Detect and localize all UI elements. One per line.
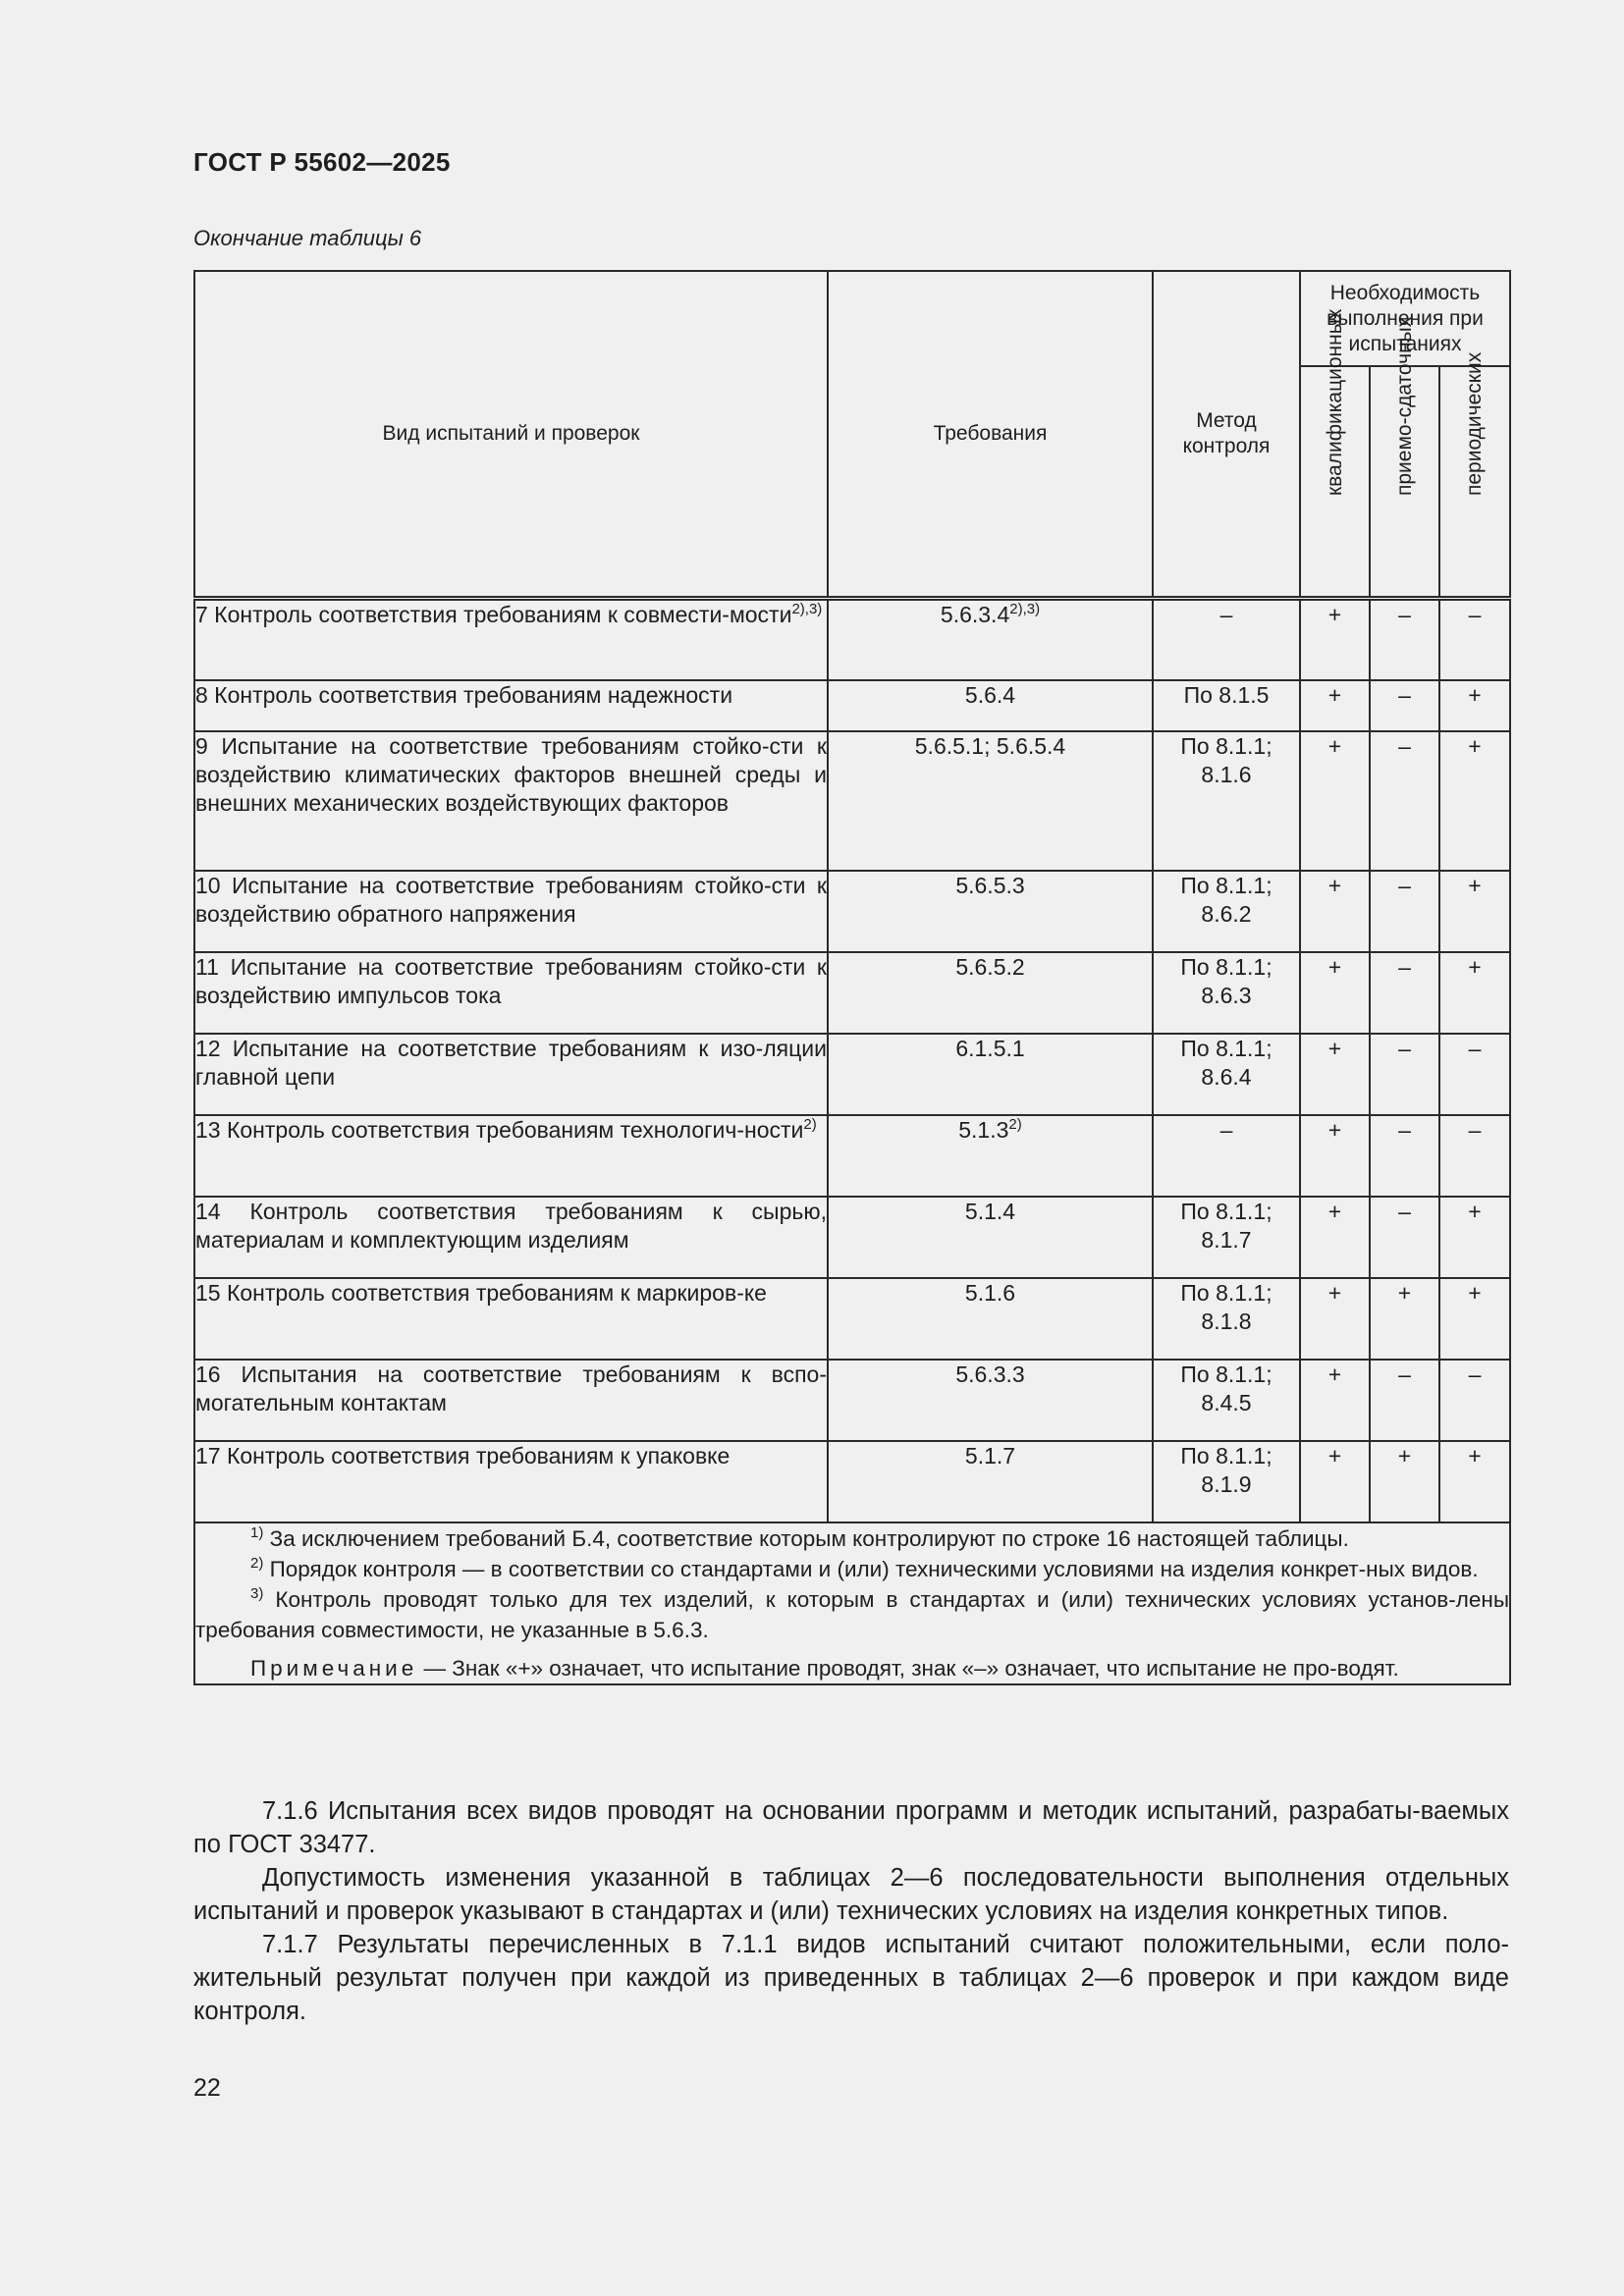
row-method: –	[1153, 1115, 1300, 1197]
row-requirements: $5.6.3.4^{2),3)}$	[828, 598, 1153, 680]
row-acceptance: –	[1370, 1034, 1439, 1115]
row-requirements: 5.1.4	[828, 1197, 1153, 1278]
row-method: По 8.1.1; 8.6.4	[1153, 1034, 1300, 1115]
row-method: По 8.1.1; 8.1.9	[1153, 1441, 1300, 1522]
table-notes	[194, 1522, 1510, 1684]
row-method: По 8.1.1; 8.6.3	[1153, 952, 1300, 1034]
row-acceptance: –	[1370, 1115, 1439, 1197]
row-kind: 10 Испытание на соответствие требованиям стойко-сти к воздействию обратного напряжения	[194, 871, 828, 952]
header-necessity: Необходимость выполнения при испытаниях	[1300, 271, 1510, 366]
body-text	[193, 1794, 1509, 2028]
row-kind: 12 Испытание на соответствие требованиям к изо-ляции главной цепи	[194, 1034, 828, 1115]
row-acceptance: –	[1370, 871, 1439, 952]
table-row	[194, 598, 1510, 680]
row-method: По 8.1.1; 8.4.5	[1153, 1360, 1300, 1441]
row-acceptance: –	[1370, 598, 1439, 680]
row-kind: 15 Контроль соответствия требованиям к маркиров-ке	[194, 1278, 828, 1360]
page-title: ГОСТ Р 55602—2025	[193, 147, 451, 177]
row-method: По 8.1.1; 8.1.6	[1153, 731, 1300, 871]
row-qualification: +	[1300, 1115, 1370, 1197]
header-qualification: квалификационных	[1300, 366, 1370, 598]
row-qualification: +	[1300, 952, 1370, 1034]
row-qualification: +	[1300, 1360, 1370, 1441]
table-row	[194, 1197, 1510, 1278]
paragraph-7-1-7: 7.1.7 Результаты перечисленных в 7.1.1 видов испытаний считают положительными, если поло-жительный результат получен при каждой из приведенных в таблицах 2—6 проверок и при каждом виде контроля.	[193, 1931, 1509, 2025]
row-kind: 14 Контроль соответствия требованиям к сырью, материалам и комплектующим изделиям	[194, 1197, 828, 1278]
row-qualification: +	[1300, 680, 1370, 731]
footnote: $^{3)}$ Контроль проводят только для тех изделий, к которым в стандартах и (или) технических условиях установ-лены требования совместимости, не указанные в 5.6.3.	[195, 1585, 1509, 1642]
table-row	[194, 1441, 1510, 1522]
tests-table	[193, 270, 1511, 1685]
row-periodic: –	[1439, 1034, 1510, 1115]
row-periodic: –	[1439, 1360, 1510, 1441]
header-requirements: Требования	[828, 271, 1153, 598]
row-periodic: +	[1439, 1197, 1510, 1278]
row-method: По 8.1.1; 8.1.7	[1153, 1197, 1300, 1278]
row-kind: 16 Испытания на соответствие требованиям к вспо-могательным контактам	[194, 1360, 828, 1441]
row-periodic: +	[1439, 871, 1510, 952]
row-acceptance: –	[1370, 680, 1439, 731]
row-requirements: 5.6.5.1; 5.6.5.4	[828, 731, 1153, 871]
row-qualification: +	[1300, 1441, 1370, 1522]
row-qualification: +	[1300, 1278, 1370, 1360]
row-method: По 8.1.5	[1153, 680, 1300, 731]
row-periodic: +	[1439, 952, 1510, 1034]
row-periodic: +	[1439, 1441, 1510, 1522]
row-requirements: 5.1.7	[828, 1441, 1153, 1522]
row-periodic: +	[1439, 1278, 1510, 1360]
row-method: По 8.1.1; 8.1.8	[1153, 1278, 1300, 1360]
row-periodic: –	[1439, 1115, 1510, 1197]
row-qualification: +	[1300, 1034, 1370, 1115]
paragraph-permissibility: Допустимость изменения указанной в таблицах 2—6 последовательности выполнения отдельных испытаний и проверок указывают в стандартах и (или) технических условиях на изделия конкретных типов.	[193, 1864, 1509, 1925]
row-periodic: +	[1439, 680, 1510, 731]
row-qualification: +	[1300, 1197, 1370, 1278]
row-qualification: +	[1300, 871, 1370, 952]
paragraph-7-1-6: 7.1.6 Испытания всех видов проводят на основании программ и методик испытаний, разрабаты-ваемых по ГОСТ 33477.	[193, 1797, 1509, 1858]
table-caption: Окончание таблицы 6	[193, 226, 422, 250]
row-requirements: 5.6.3.3	[828, 1360, 1153, 1441]
row-method: –	[1153, 598, 1300, 680]
table-note: Примечание — Знак «+» означает, что испытание проводят, знак «–» означает, что испытание не про-водят.	[250, 1656, 1399, 1681]
table-row	[194, 871, 1510, 952]
row-requirements: 6.1.5.1	[828, 1034, 1153, 1115]
row-qualification: +	[1300, 598, 1370, 680]
row-periodic: –	[1439, 598, 1510, 680]
row-acceptance: –	[1370, 952, 1439, 1034]
table-row	[194, 1360, 1510, 1441]
row-requirements: 5.6.4	[828, 680, 1153, 731]
row-periodic: +	[1439, 731, 1510, 871]
table-row	[194, 952, 1510, 1034]
row-acceptance: +	[1370, 1441, 1439, 1522]
row-acceptance: –	[1370, 1197, 1439, 1278]
row-kind: 17 Контроль соответствия требованиям к упаковке	[194, 1441, 828, 1522]
row-kind: 8 Контроль соответствия требованиям надежности	[194, 680, 828, 731]
row-kind: 9 Испытание на соответствие требованиям стойко-сти к воздействию климатических факторов внешней среды и внешних механических воздействующих факторов	[194, 731, 828, 871]
table-row	[194, 731, 1510, 871]
header-kind: Вид испытаний и проверок	[194, 271, 828, 598]
row-qualification: +	[1300, 731, 1370, 871]
header-method: Метод контроля	[1153, 271, 1300, 598]
row-requirements: 5.1.6	[828, 1278, 1153, 1360]
row-kind: 11 Испытание на соответствие требованиям стойко-сти к воздействию импульсов тока	[194, 952, 828, 1034]
header-periodic: периодических	[1439, 366, 1510, 598]
row-method: По 8.1.1; 8.6.2	[1153, 871, 1300, 952]
row-requirements: 5.6.5.2	[828, 952, 1153, 1034]
row-kind: 13 Контроль соответствия требованиям технологич-ности$^{2)}$	[194, 1115, 828, 1197]
footnote: $^{1)}$ За исключением требований Б.4, соответствие которым контролируют по строке 16 настоящей таблицы.	[250, 1524, 1349, 1551]
page-number: 22	[193, 2074, 221, 2102]
row-acceptance: –	[1370, 1360, 1439, 1441]
table-row	[194, 1115, 1510, 1197]
footnote: $^{2)}$ Порядок контроля — в соответствии со стандартами и (или) техническими условиями на изделия конкрет-ных видов.	[250, 1555, 1479, 1581]
row-acceptance: +	[1370, 1278, 1439, 1360]
table-row	[194, 680, 1510, 731]
table-row	[194, 1034, 1510, 1115]
row-requirements: 5.1.3$^{2)}$	[828, 1115, 1153, 1197]
table-row	[194, 1278, 1510, 1360]
row-acceptance: –	[1370, 731, 1439, 871]
row-requirements: 5.6.5.3	[828, 871, 1153, 952]
header-acceptance: приемо-сдаточных	[1370, 366, 1439, 598]
row-kind: 7 Контроль соответствия требованиям к совмести-мости$^{2),3)}$	[194, 598, 828, 680]
